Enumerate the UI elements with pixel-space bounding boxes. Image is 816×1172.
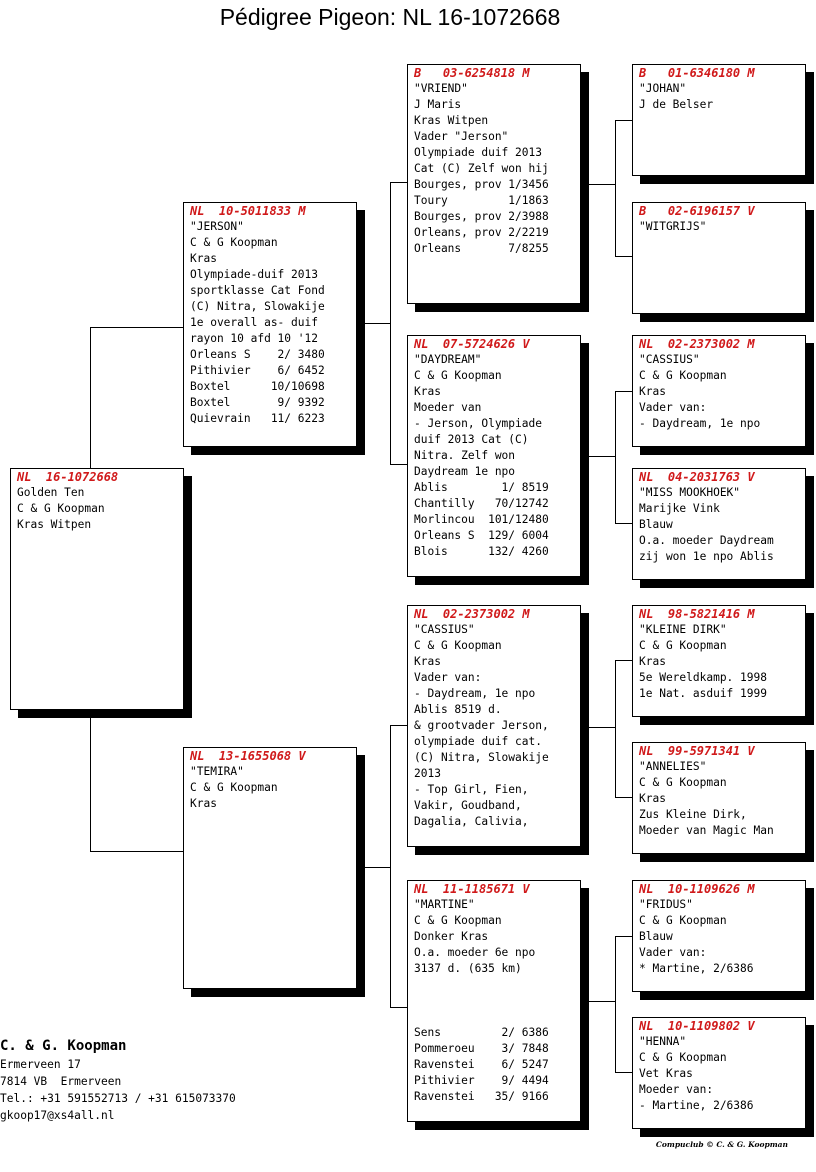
- pigeon-info-line: Vakir, Goudband,: [414, 799, 522, 812]
- pigeon-info-line: - Jerson, Olympiade: [414, 417, 542, 430]
- pigeon-info-line: Ravenstei 6/ 5247: [414, 1058, 549, 1071]
- pigeon-info-line: Vader van:: [639, 401, 707, 414]
- connector: [615, 391, 616, 523]
- pigeon-info-line: Sens 2/ 6386: [414, 1026, 549, 1039]
- pigeon-info-line: "VRIEND": [414, 82, 468, 95]
- pigeon-info-line: Pithivier 6/ 6452: [190, 364, 325, 377]
- pigeon-card-maternal-grandmother[interactable]: [407, 880, 581, 1122]
- pigeon-info-line: Kras Witpen: [414, 114, 489, 127]
- pigeon-card-paternal-grandfather[interactable]: [407, 64, 581, 304]
- ring-number: NL 98-5821416 M: [639, 607, 755, 621]
- pigeon-card-subject[interactable]: [10, 468, 184, 710]
- pigeon-info-line: [414, 1009, 574, 1025]
- ring-number: NL 04-2031763 V: [639, 470, 755, 484]
- pigeon-info-line: Boxtel 10/10698: [190, 380, 325, 393]
- pigeon-info-line: olympiade duif cat.: [414, 735, 542, 748]
- pigeon-info-line: "JERSON": [190, 220, 244, 233]
- pigeon-info-line: - Daydream, 1e npo: [639, 417, 761, 430]
- pigeon-info-line: Ablis 8519 d.: [414, 703, 502, 716]
- ring-number: NL 13-1655068 V: [190, 749, 306, 763]
- pigeon-info-line: "HENNA": [639, 1035, 687, 1048]
- ring-number: NL 10-1109802 V: [639, 1019, 755, 1033]
- pigeon-info-line: Olympiade duif 2013: [414, 146, 542, 159]
- pigeon-card-fmm[interactable]: [632, 468, 806, 580]
- pigeon-info-line: "FRIDUS": [639, 898, 693, 911]
- pigeon-info-line: Vader van:: [639, 946, 707, 959]
- pigeon-info-line: * Martine, 2/6386: [639, 962, 754, 975]
- pigeon-info-line: - Top Girl, Fien,: [414, 783, 529, 796]
- pigeon-info-line: rayon 10 afd 10 '12: [190, 332, 318, 345]
- pigeon-info-line: Toury 1/1863: [414, 194, 549, 207]
- pigeon-info-line: C & G Koopman: [190, 236, 278, 249]
- pigeon-info-line: Boxtel 9/ 9392: [190, 396, 325, 409]
- connector: [580, 727, 615, 728]
- connector: [615, 797, 632, 798]
- pigeon-info-line: C & G Koopman: [639, 639, 727, 652]
- ring-number: NL 16-1072668: [17, 470, 119, 484]
- pigeon-info-line: Ablis 1/ 8519: [414, 481, 549, 494]
- pigeon-info-line: "KLEINE DIRK": [639, 623, 727, 636]
- pigeon-info-line: Ravenstei 35/ 9166: [414, 1090, 549, 1103]
- pigeon-info-line: "MARTINE": [414, 898, 475, 911]
- pigeon-card-mfm[interactable]: [632, 742, 806, 854]
- pigeon-info-line: "ANNELIES": [639, 760, 707, 773]
- pigeon-info-line: Blois 132/ 4260: [414, 545, 549, 558]
- pigeon-info-line: - Martine, 2/6386: [639, 1099, 754, 1112]
- connector: [615, 936, 632, 937]
- pigeon-info-line: duif 2013 Cat (C): [414, 433, 529, 446]
- connector: [390, 725, 407, 726]
- pigeon-info-line: J Maris: [414, 98, 462, 111]
- pigeon-info-line: Kras: [639, 792, 666, 805]
- pigeon-info-line: Pommeroeu 3/ 7848: [414, 1042, 549, 1055]
- pigeon-info-line: "WITGRIJS": [639, 220, 707, 233]
- pigeon-info-line: Bourges, prov 2/3988: [414, 210, 549, 223]
- connector: [90, 710, 91, 851]
- pigeon-info-line: 2013: [414, 767, 441, 780]
- pigeon-info-line: Golden Ten: [17, 486, 85, 499]
- pigeon-info-line: Blauw: [639, 518, 673, 531]
- pigeon-card-mmm[interactable]: [632, 1017, 806, 1129]
- pigeon-info-line: zij won 1e npo Ablis: [639, 550, 774, 563]
- pigeon-info-line: Donker Kras: [414, 930, 489, 943]
- pigeon-info-line: C & G Koopman: [639, 1051, 727, 1064]
- connector: [615, 660, 616, 797]
- connector: [90, 851, 184, 852]
- pigeon-info-line: Pithivier 9/ 4494: [414, 1074, 549, 1087]
- connector: [580, 1001, 615, 1002]
- pigeon-info-line: 1e overall as- duif: [190, 316, 318, 329]
- pigeon-info-line: [414, 993, 574, 1009]
- ring-number: NL 11-1185671 V: [414, 882, 530, 896]
- pigeon-info-line: C & G Koopman: [17, 502, 105, 515]
- connector: [615, 391, 632, 392]
- ring-number: NL 07-5724626 V: [414, 337, 530, 351]
- ring-number: NL 02-2373002 M: [639, 337, 755, 351]
- pigeon-info-line: Orleans S 2/ 3480: [190, 348, 325, 361]
- connector: [615, 120, 632, 121]
- pigeon-info-line: "CASSIUS": [414, 623, 475, 636]
- pigeon-info-line: C & G Koopman: [414, 369, 502, 382]
- pigeon-info-line: O.a. moeder 6e npo: [414, 946, 536, 959]
- owner-name: C. & G. Koopman: [0, 1038, 127, 1054]
- pigeon-info-line: Nitra. Zelf won: [414, 449, 516, 462]
- owner-city: 7814 VB Ermerveen: [0, 1075, 122, 1088]
- pigeon-info-line: 5e Wereldkamp. 1998: [639, 671, 767, 684]
- pigeon-info-line: C & G Koopman: [414, 639, 502, 652]
- connector: [580, 184, 615, 185]
- connector: [90, 327, 91, 468]
- pigeon-info-line: C & G Koopman: [639, 914, 727, 927]
- pigeon-info-line: 1e Nat. asduif 1999: [639, 687, 767, 700]
- connector: [390, 464, 407, 465]
- pigeon-info-line: "CASSIUS": [639, 353, 700, 366]
- ring-number: NL 99-5971341 V: [639, 744, 755, 758]
- pigeon-info-line: C & G Koopman: [639, 369, 727, 382]
- ring-number: B 02-6196157 V: [639, 204, 755, 218]
- connector: [90, 327, 184, 328]
- pigeon-card-maternal-grandfather[interactable]: [407, 605, 581, 847]
- pigeon-info-line: C & G Koopman: [414, 914, 502, 927]
- pigeon-info-line: - Daydream, 1e npo: [414, 687, 536, 700]
- pigeon-info-line: Moeder van:: [639, 1083, 714, 1096]
- pigeon-info-line: Vet Kras: [639, 1067, 693, 1080]
- pigeon-info-line: Kras: [190, 252, 217, 265]
- ring-number: B 03-6254818 M: [414, 66, 530, 80]
- pigeon-info-line: C & G Koopman: [639, 776, 727, 789]
- pigeon-info-line: 3137 d. (635 km): [414, 962, 522, 975]
- pigeon-card-fff[interactable]: [632, 64, 806, 176]
- connector: [615, 1072, 632, 1073]
- pigeon-info-line: Cat (C) Zelf won hij: [414, 162, 549, 175]
- pigeon-info-line: Morlincou 101/12480: [414, 513, 549, 526]
- pigeon-info-line: Quievrain 11/ 6223: [190, 412, 325, 425]
- pigeon-info-line: [414, 977, 574, 993]
- credit-text: Compuclub © C. & G. Koopman: [655, 1140, 788, 1149]
- pigeon-info-line: O.a. moeder Daydream: [639, 534, 774, 547]
- connector: [615, 936, 616, 1072]
- pigeon-info-line: Daydream 1e npo: [414, 465, 516, 478]
- connector: [615, 120, 616, 256]
- pigeon-info-line: Olympiade-duif 2013: [190, 268, 318, 281]
- pigeon-info-line: Kras Witpen: [17, 518, 92, 531]
- pigeon-info-line: Orleans, prov 2/2219: [414, 226, 549, 239]
- pigeon-info-line: Moeder van Magic Man: [639, 824, 774, 837]
- pigeon-info-line: Kras: [639, 655, 666, 668]
- pigeon-info-line: Kras: [414, 385, 441, 398]
- pigeon-info-line: (C) Nitra, Slowakije: [414, 751, 549, 764]
- pigeon-info-line: Orleans S 129/ 6004: [414, 529, 549, 542]
- pigeon-info-line: Vader "Jerson": [414, 130, 509, 143]
- pigeon-info-line: (C) Nitra, Slowakije: [190, 300, 325, 313]
- pigeon-info-line: C & G Koopman: [190, 781, 278, 794]
- owner-address: Ermerveen 17: [0, 1058, 81, 1071]
- pigeon-card-ffm[interactable]: [632, 202, 806, 314]
- connector: [390, 182, 391, 464]
- pigeon-info-line: J de Belser: [639, 98, 714, 111]
- connector: [390, 725, 391, 1007]
- pigeon-card-father[interactable]: [183, 202, 357, 447]
- pigeon-card-mff[interactable]: [632, 605, 806, 717]
- pigeon-info-line: Dagalia, Calivia,: [414, 815, 529, 828]
- connector: [390, 182, 407, 183]
- pigeon-info-line: Blauw: [639, 930, 673, 943]
- pigeon-info-line: sportklasse Cat Fond: [190, 284, 325, 297]
- pigeon-info-line: Vader van:: [414, 671, 482, 684]
- ring-number: NL 10-1109626 M: [639, 882, 755, 896]
- owner-phone: Tel.: +31 591552713 / +31 615073370: [0, 1092, 236, 1105]
- pigeon-info-line: & grootvader Jerson,: [414, 719, 549, 732]
- connector: [580, 456, 615, 457]
- pigeon-card-mmf[interactable]: [632, 880, 806, 992]
- pigeon-info-line: Chantilly 70/12742: [414, 497, 549, 510]
- pigeon-info-line: Marijke Vink: [639, 502, 720, 515]
- page-title: Pédigree Pigeon: NL 16-1072668: [219, 4, 561, 30]
- connector: [615, 256, 632, 257]
- pigeon-info-line: Orleans 7/8255: [414, 242, 549, 255]
- pigeon-card-mother[interactable]: [183, 747, 357, 989]
- ring-number: NL 10-5011833 M: [190, 204, 306, 218]
- connector: [615, 523, 632, 524]
- pigeon-info-line: Moeder van: [414, 401, 482, 414]
- owner-email: gkoop17@xs4all.nl: [0, 1109, 115, 1122]
- pigeon-info-line: Kras: [639, 385, 666, 398]
- pigeon-info-line: Kras: [190, 797, 217, 810]
- pigeon-info-line: "TEMIRA": [190, 765, 244, 778]
- pigeon-info-line: "DAYDREAM": [414, 353, 482, 366]
- pigeon-card-paternal-grandmother[interactable]: [407, 335, 581, 577]
- pigeon-card-fmf[interactable]: [632, 335, 806, 447]
- ring-number: B 01-6346180 M: [639, 66, 755, 80]
- pigeon-info-line: "MISS MOOKHOEK": [639, 486, 741, 499]
- connector: [615, 660, 632, 661]
- pigeon-info-line: Bourges, prov 1/3456: [414, 178, 549, 191]
- connector: [357, 867, 390, 868]
- connector: [357, 323, 390, 324]
- owner-block: [0, 1036, 236, 1124]
- ring-number: NL 02-2373002 M: [414, 607, 530, 621]
- pigeon-info-line: Kras: [414, 655, 441, 668]
- connector: [390, 1007, 407, 1008]
- pigeon-info-line: "JOHAN": [639, 82, 687, 95]
- pigeon-info-line: Zus Kleine Dirk,: [639, 808, 747, 821]
